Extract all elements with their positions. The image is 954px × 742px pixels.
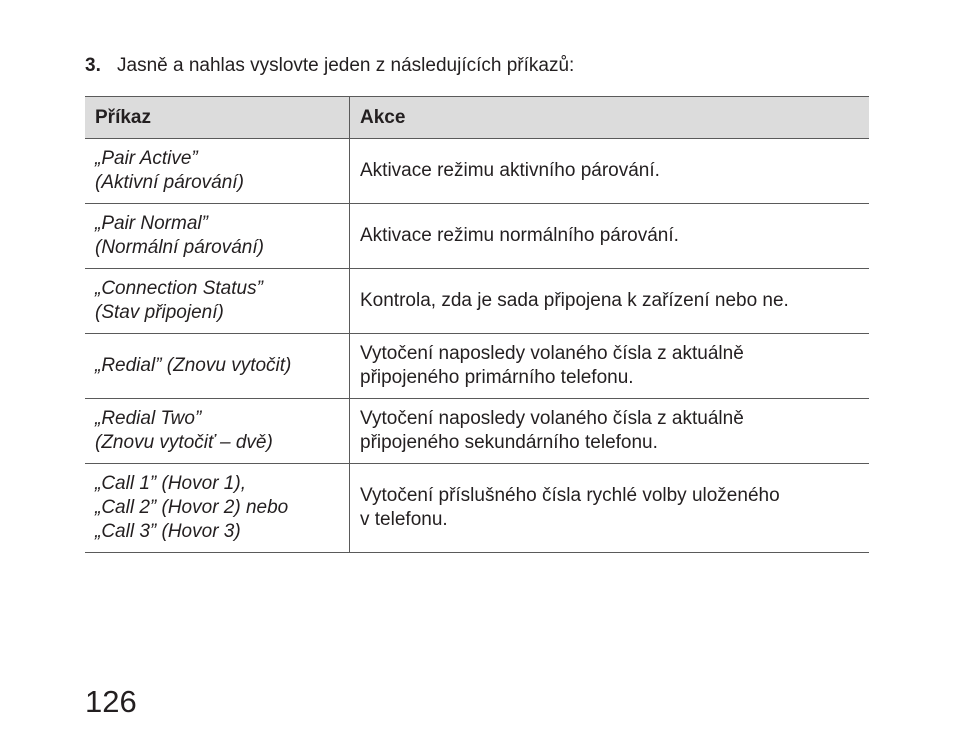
table-header-row [85,97,869,139]
table-row [85,269,869,334]
command-cell: „Connection Status” (Stav připojení) [85,269,350,334]
action-cell: Vytočení naposledy volaného čísla z aktuálně připojeného sekundárního telefonu. [360,408,744,453]
action-cell: Vytočení naposledy volaného čísla z aktuálně připojeného primárního telefonu. [360,343,744,388]
action-cell: Vytočení příslušného čísla rychlé volby uloženého v telefonu. [360,485,780,530]
step-number: 3. [85,55,101,76]
voice-command-table [85,96,869,553]
action-cell: Kontrola, zda je sada připojena k zařízení nebo ne. [360,290,789,311]
table-row [85,204,869,269]
command-cell: „Redial” (Znovu vytočit) [85,334,350,399]
table-row [85,139,869,204]
page-number: 126 [85,684,137,719]
table-row [85,399,869,464]
command-cell: „Call 1” (Hovor 1), „Call 2” (Hovor 2) nebo „Call 3” (Hovor 3) [85,464,350,553]
table-row [85,464,869,553]
instruction-step [85,55,574,77]
command-cell: „Redial Two” (Znovu vytočiť – dvě) [85,399,350,464]
column-header-command: Příkaz [85,97,350,139]
action-cell: Aktivace režimu normálního párování. [360,225,679,246]
command-cell: „Pair Normal” (Normální párování) [85,204,350,269]
column-header-action: Akce [360,106,406,128]
step-text: Jasně a nahlas vyslovte jeden z následujících příkazů: [117,55,575,76]
table-row [85,334,869,399]
action-cell: Aktivace režimu aktivního párování. [360,160,660,181]
command-cell: „Pair Active” (Aktivní párování) [85,139,350,204]
